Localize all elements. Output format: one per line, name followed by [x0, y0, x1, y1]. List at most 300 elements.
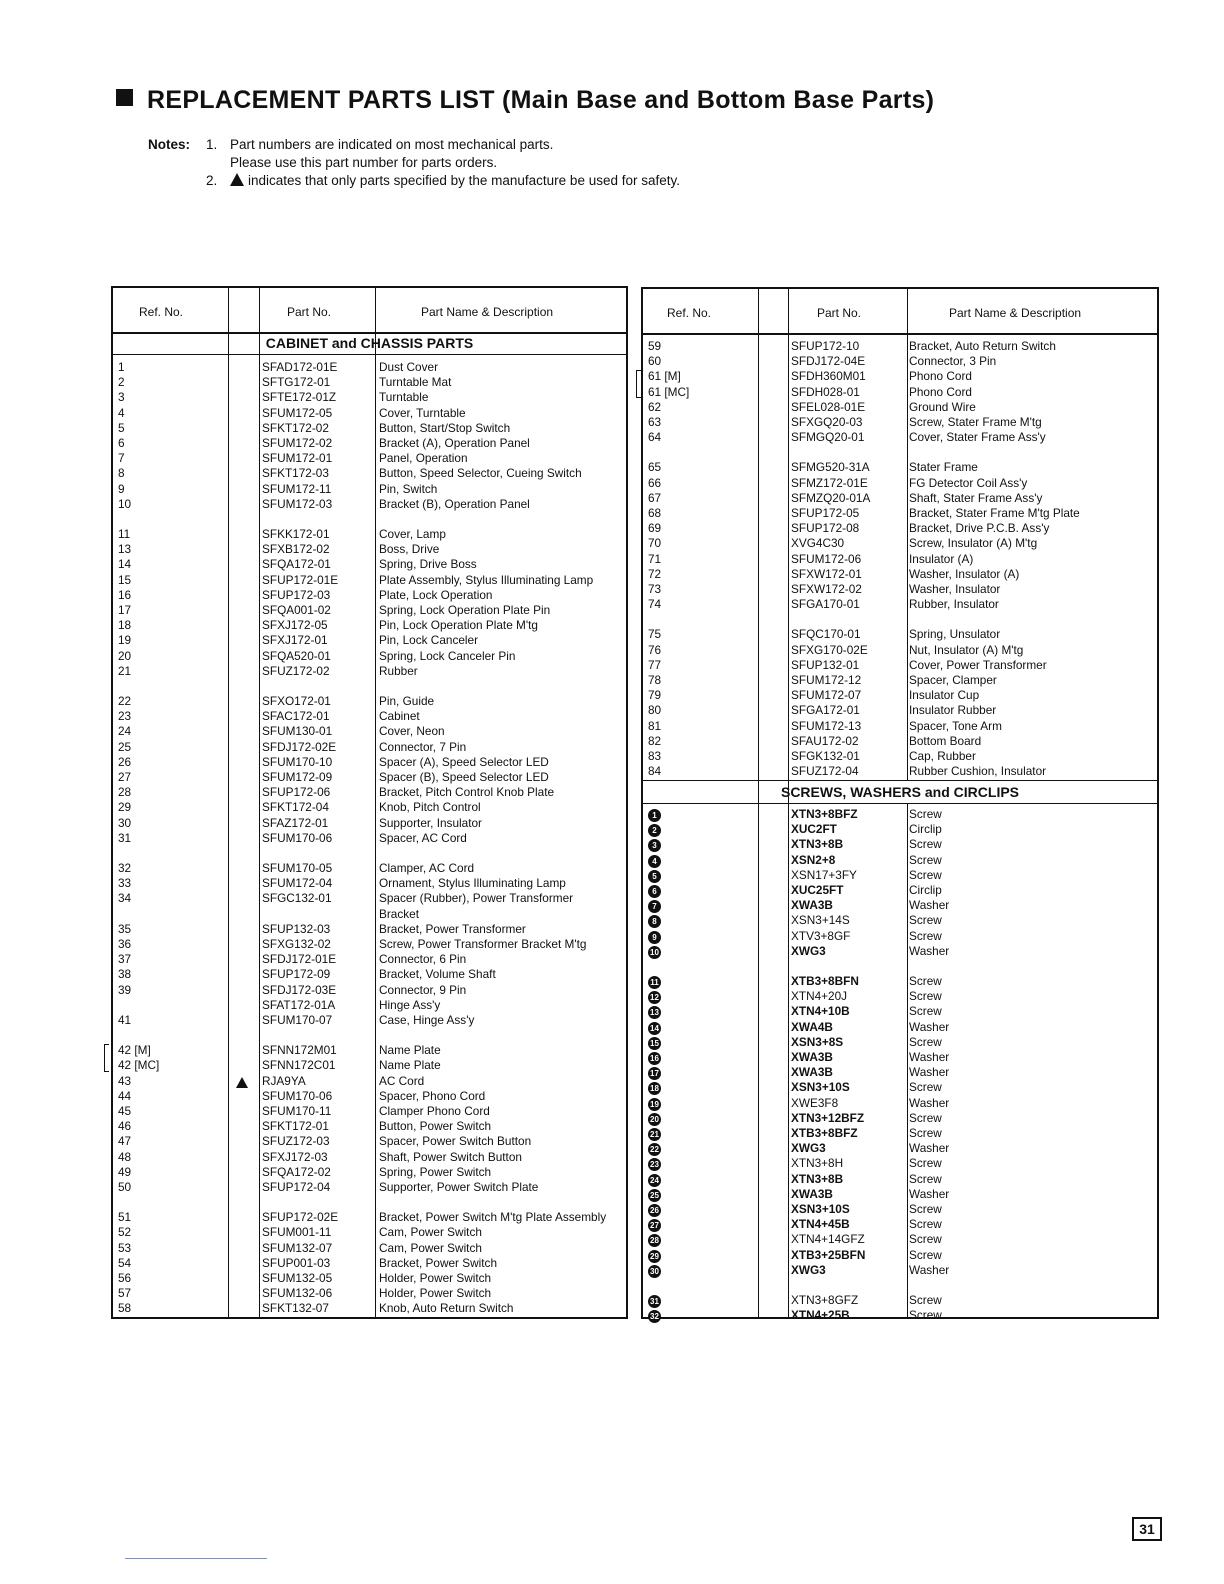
- table-row: [113, 1013, 626, 1028]
- part-description: Nut, Insulator (A) M'tg: [909, 642, 1024, 657]
- part-number: SFDH360M01: [791, 369, 866, 384]
- part-number: XTN3+8H: [791, 1156, 844, 1171]
- part-number: SFXG132-02: [262, 937, 331, 951]
- section-title-cabinet: CABINET and CHASSIS PARTS: [113, 332, 626, 355]
- ref-number: 14: [118, 557, 132, 572]
- table-row: [113, 1225, 626, 1240]
- part-number: XTN3+8BFZ: [791, 807, 858, 821]
- ref-circle-icon: 9: [648, 931, 661, 944]
- part-number: SFEL028-01E: [791, 399, 866, 414]
- ref-number: 72: [648, 566, 662, 581]
- ref-circle-icon: 14: [648, 1022, 661, 1035]
- part-description: Insulator Cup: [909, 688, 980, 703]
- table-row: [643, 837, 1157, 852]
- part-description: Connector, 9 Pin: [379, 982, 467, 997]
- table-row: [113, 816, 626, 831]
- part-number: SFAD172-01E: [262, 360, 338, 374]
- table-row: [113, 375, 626, 390]
- table-row: [643, 1232, 1157, 1247]
- table-row: [113, 497, 626, 512]
- ref-circle-icon: 3: [648, 839, 661, 852]
- ref-number: 29: [118, 800, 132, 815]
- part-number: XTN3+12BFZ: [791, 1110, 865, 1125]
- part-number: SFUM172-03: [262, 496, 333, 511]
- ref-number: [648, 853, 661, 868]
- part-number: XTN3+8GFZ: [791, 1293, 859, 1307]
- part-description: Knob, Pitch Control: [379, 800, 481, 815]
- part-description: Spacer (A), Speed Selector LED: [379, 754, 549, 769]
- part-description: Bracket, Volume Shaft: [379, 967, 496, 982]
- part-number: XWA3B: [791, 1065, 833, 1080]
- part-description: Washer: [909, 1262, 950, 1277]
- part-description: Ground Wire: [909, 399, 976, 414]
- table-row: [113, 709, 626, 724]
- ref-number: 15: [118, 572, 132, 587]
- part-number: SFDH028-01: [791, 384, 860, 399]
- table-row: [643, 1308, 1157, 1323]
- ref-number: [648, 1248, 661, 1263]
- ref-number: 67: [648, 490, 662, 505]
- table-row: [643, 400, 1157, 415]
- ref-number: 41: [118, 1013, 132, 1027]
- part-description: Button, Power Switch: [379, 1119, 492, 1134]
- table-row: [643, 749, 1157, 764]
- ref-number: 28: [118, 785, 132, 800]
- table-header: [643, 289, 1157, 335]
- part-number: XWG3: [791, 1262, 826, 1277]
- part-description: Insulator (A): [909, 551, 974, 566]
- table-row: [643, 385, 1157, 400]
- section-title-screws: SCREWS, WASHERS and CIRCLIPS: [643, 780, 1157, 804]
- ref-number: 38: [118, 967, 132, 982]
- table-row: [643, 703, 1157, 718]
- part-number: SFUP172-08: [791, 521, 860, 536]
- part-number: SFUM172-06: [791, 551, 862, 566]
- table-row: [643, 764, 1157, 779]
- table-header: [113, 288, 626, 334]
- part-description: Screw: [909, 1247, 942, 1262]
- ref-number: [648, 1263, 661, 1278]
- part-number: SFDJ172-01E: [262, 952, 337, 967]
- part-number: SFUM172-04: [262, 876, 333, 891]
- part-description: Screw: [909, 1171, 942, 1186]
- ref-number: 80: [648, 703, 662, 718]
- ref-circle-icon: 8: [648, 915, 661, 928]
- table-row: [113, 618, 626, 633]
- ref-number: 34: [118, 891, 132, 906]
- part-description: Spring, Lock Canceler Pin: [379, 648, 516, 663]
- table-row: [643, 1050, 1157, 1065]
- ref-number: 27: [118, 770, 132, 784]
- part-number: SFUM001-11: [262, 1225, 332, 1240]
- ref-number: 23: [118, 709, 132, 724]
- ref-number: 44: [118, 1088, 132, 1103]
- ref-number: 45: [118, 1104, 132, 1118]
- part-number: XSN3+14S: [791, 913, 850, 928]
- part-description: Pin, Lock Operation Plate M'tg: [379, 618, 538, 633]
- part-number: SFMZQ20-01A: [791, 490, 871, 505]
- ref-number: 57: [118, 1286, 132, 1301]
- page-number: 31: [1132, 1517, 1162, 1541]
- ref-number: 42 [M]: [118, 1043, 151, 1058]
- part-description: Washer: [909, 1095, 950, 1110]
- table-row: [113, 466, 626, 481]
- table-row: [113, 952, 626, 967]
- part-description: Screw: [909, 1110, 942, 1125]
- part-description: Spacer (B), Speed Selector LED: [379, 770, 549, 784]
- ref-number: 81: [648, 718, 662, 733]
- table-row: [113, 1301, 626, 1316]
- part-description: Screw: [909, 1156, 942, 1171]
- part-number: SFXJ172-01: [262, 633, 328, 648]
- table-row: [643, 1293, 1157, 1308]
- part-number: SFAZ172-01: [262, 815, 329, 830]
- ref-circle-icon: 15: [648, 1037, 661, 1050]
- table-row: [643, 1263, 1157, 1278]
- ref-number: 62: [648, 399, 662, 414]
- part-description: Washer: [909, 1141, 950, 1156]
- part-description: Screw: [909, 1202, 942, 1216]
- part-description: Cover, Stater Frame Ass'y: [909, 430, 1046, 445]
- part-description: Dust Cover: [379, 360, 439, 374]
- part-number: SFKT132-07: [262, 1301, 329, 1316]
- part-number: XTB3+25BFN: [791, 1247, 866, 1262]
- ref-number: 22: [118, 694, 132, 708]
- part-description: Rubber, Insulator: [909, 597, 999, 612]
- part-number: SFKT172-01: [262, 1119, 329, 1134]
- ref-number: [648, 822, 661, 837]
- table-row: [113, 1089, 626, 1104]
- table-row: [113, 451, 626, 466]
- part-description: Pin, Switch: [379, 481, 438, 496]
- variant-bracket: [104, 1044, 109, 1072]
- table-row: [643, 658, 1157, 673]
- part-description: Bracket, Drive P.C.B. Ass'y: [909, 521, 1050, 536]
- part-number: XWG3: [791, 943, 826, 958]
- ref-number: [648, 989, 661, 1004]
- parts-table-right: [641, 287, 1159, 1323]
- ref-number: [648, 974, 661, 989]
- table-row: [113, 1241, 626, 1256]
- ref-number: 66: [648, 475, 662, 490]
- table-row: [113, 785, 626, 800]
- table-row: [643, 944, 1157, 959]
- part-description: Supporter, Power Switch Plate: [379, 1180, 539, 1194]
- ref-number: 54: [118, 1255, 132, 1270]
- part-description: Holder, Power Switch: [379, 1271, 492, 1285]
- ref-circle-icon: 5: [648, 870, 661, 883]
- ref-number: 39: [118, 982, 132, 997]
- table-row: [643, 491, 1157, 506]
- table-row: [643, 1202, 1157, 1217]
- part-number: XTN4+45B: [791, 1217, 850, 1232]
- ref-circle-icon: 28: [648, 1234, 661, 1247]
- part-description: Button, Speed Selector, Cueing Switch: [379, 466, 582, 481]
- part-number: XTV3+8GF: [791, 928, 851, 943]
- part-description: Bracket (B), Operation Panel: [379, 496, 530, 511]
- part-number: SFUM170-10: [262, 754, 333, 769]
- part-description: Plate, Lock Operation: [379, 587, 493, 602]
- ref-number: 71: [648, 551, 662, 566]
- ref-number: 61 [MC]: [648, 384, 690, 399]
- part-description: Connector, 3 Pin: [909, 354, 997, 369]
- table-row: [643, 719, 1157, 734]
- table-row: [643, 1080, 1157, 1095]
- ref-number: [648, 1111, 661, 1126]
- table-row: [113, 724, 626, 739]
- ref-circle-icon: 13: [648, 1006, 661, 1019]
- table-row: [643, 1096, 1157, 1111]
- part-number: SFQC170-01: [791, 627, 861, 642]
- part-description: Spacer (Rubber), Power Transformer: [379, 891, 574, 906]
- part-description: Screw: [909, 974, 942, 988]
- part-number: XWA3B: [791, 1186, 833, 1201]
- table-row: [113, 907, 626, 922]
- part-description: Clamper, AC Cord: [379, 861, 475, 875]
- table-row: [643, 597, 1157, 612]
- note-1-line-2: Please use this part number for parts orders.: [230, 155, 498, 170]
- part-number: SFQA172-01: [262, 557, 331, 572]
- part-number: SFUZ172-04: [791, 764, 859, 779]
- header-desc: Part Name & Description: [949, 306, 1082, 320]
- ref-number: 49: [118, 1164, 132, 1179]
- table-row: [113, 390, 626, 405]
- part-description: Bracket, Power Transformer: [379, 921, 526, 936]
- ref-circle-icon: 17: [648, 1067, 661, 1080]
- ref-number: 1: [118, 360, 125, 374]
- table-row: [643, 853, 1157, 868]
- part-description: Boss, Drive: [379, 542, 440, 557]
- part-description: Washer: [909, 898, 950, 913]
- part-number: SFUM170-06: [262, 1088, 333, 1103]
- part-number: XTN3+8B: [791, 837, 844, 852]
- ref-number: 59: [648, 339, 662, 353]
- part-description: Insulator Rubber: [909, 703, 997, 718]
- part-description: Holder, Power Switch: [379, 1286, 492, 1301]
- part-number: XSN2+8: [791, 852, 836, 867]
- part-description: Screw: [909, 928, 942, 943]
- table-row: [113, 694, 626, 709]
- part-number: SFUM172-09: [262, 770, 333, 784]
- part-description: Cover, Turntable: [379, 405, 466, 420]
- table-row: [113, 1134, 626, 1149]
- part-number: SFXB172-02: [262, 542, 330, 557]
- table-row: [643, 339, 1157, 354]
- ref-number: [648, 1172, 661, 1187]
- part-number: XTN4+14GFZ: [791, 1232, 865, 1247]
- ref-circle-icon: 20: [648, 1113, 661, 1126]
- table-row: [643, 1065, 1157, 1080]
- table-row: [113, 1271, 626, 1286]
- part-number: SFAC172-01: [262, 709, 330, 724]
- part-description: Spacer, Phono Cord: [379, 1088, 486, 1103]
- part-number: SFUM172-13: [791, 718, 862, 733]
- ref-number: 36: [118, 937, 132, 951]
- part-description: Plate Assembly, Stylus Illuminating Lamp: [379, 572, 594, 587]
- part-description: Spacer, Clamper: [909, 673, 997, 687]
- ref-number: [648, 883, 661, 898]
- part-number: SFTE172-01Z: [262, 390, 337, 405]
- table-row: [113, 800, 626, 815]
- part-description: FG Detector Coil Ass'y: [909, 475, 1028, 490]
- part-description: Button, Start/Stop Switch: [379, 420, 511, 435]
- part-description: Bottom Board: [909, 733, 982, 748]
- part-number: SFUM172-12: [791, 673, 862, 687]
- ref-number: [648, 944, 661, 959]
- part-description: Spacer, Power Switch Button: [379, 1134, 532, 1149]
- part-number: SFKT172-03: [262, 466, 329, 481]
- table-row: [643, 536, 1157, 551]
- part-description: Clamper Phono Cord: [379, 1104, 490, 1118]
- ref-number: 65: [648, 460, 662, 475]
- table-row: [113, 573, 626, 588]
- part-number: SFUP001-03: [262, 1255, 331, 1270]
- part-number: SFUZ172-02: [262, 663, 330, 678]
- part-description: Screw, Stater Frame M'tg: [909, 415, 1042, 429]
- ref-number: 33: [118, 876, 132, 891]
- part-number: SFUP172-02E: [262, 1210, 339, 1225]
- table-row: [113, 1256, 626, 1271]
- ref-number: 52: [118, 1225, 132, 1240]
- table-row: [643, 883, 1157, 898]
- ref-number: [648, 1050, 661, 1065]
- part-description: Screw: [909, 852, 942, 867]
- ref-circle-icon: 26: [648, 1204, 661, 1217]
- footer-line: [125, 1558, 267, 1559]
- note-2: 2. indicates that only parts specified by the manufacture be used for safety.: [206, 173, 680, 188]
- part-number: SFGC132-01: [262, 891, 332, 906]
- part-description: Spring, Drive Boss: [379, 557, 477, 572]
- part-description: Turntable Mat: [379, 375, 452, 390]
- ref-number: [648, 868, 661, 883]
- table-row: [643, 1141, 1157, 1156]
- part-number: SFUP172-09: [262, 967, 331, 982]
- part-description: Screw: [909, 807, 942, 821]
- part-number: SFUM172-05: [262, 405, 333, 420]
- ref-number: 64: [648, 430, 662, 445]
- part-description: Spacer, AC Cord: [379, 830, 467, 845]
- part-number: SFXW172-01: [791, 566, 862, 581]
- safety-warning-icon: [230, 173, 244, 186]
- part-description: Screw: [909, 1126, 942, 1140]
- header-ref: Ref. No.: [667, 306, 712, 320]
- ref-number: [648, 1217, 661, 1232]
- table-row: [113, 755, 626, 770]
- ref-number: [648, 1308, 661, 1323]
- part-description: AC Cord: [379, 1073, 425, 1088]
- part-description: Screw: [909, 1232, 942, 1247]
- part-description: Cabinet: [379, 709, 420, 724]
- ref-circle-icon: 6: [648, 885, 661, 898]
- ref-number: [648, 1126, 661, 1141]
- part-number: XWA3B: [791, 1050, 833, 1064]
- part-number: SFXJ172-03: [262, 1149, 328, 1164]
- header-ref: Ref. No.: [139, 305, 184, 319]
- table-row: [113, 876, 626, 891]
- part-number: SFUM170-05: [262, 861, 333, 875]
- part-number: XWG3: [791, 1141, 826, 1156]
- part-description: Bracket, Stater Frame M'tg Plate: [909, 506, 1080, 520]
- part-number: XTN4+10B: [791, 1004, 850, 1019]
- ref-number: 10: [118, 496, 132, 511]
- part-number: XTB3+8BFN: [791, 974, 859, 988]
- part-description: Washer, Insulator: [909, 582, 1001, 596]
- part-description: Name Plate: [379, 1043, 441, 1058]
- ref-number: [648, 1202, 661, 1217]
- part-description: Bracket (A), Operation Panel: [379, 436, 530, 450]
- table-row: [643, 567, 1157, 582]
- ref-number: [648, 837, 661, 852]
- part-number: SFUM172-01: [262, 451, 333, 466]
- header-part: Part No.: [287, 305, 332, 319]
- ref-number: 4: [118, 405, 125, 420]
- part-description: Screw, Power Transformer Bracket M'tg: [379, 937, 587, 951]
- ref-circle-icon: 12: [648, 991, 661, 1004]
- ref-circle-icon: 23: [648, 1158, 661, 1171]
- part-description: Phono Cord: [909, 369, 972, 384]
- table-row: [643, 688, 1157, 703]
- ref-circle-icon: 21: [648, 1128, 661, 1141]
- ref-number: 61 [M]: [648, 369, 681, 384]
- table-row: [113, 1150, 626, 1165]
- part-number: SFUM132-06: [262, 1286, 333, 1301]
- ref-number: 46: [118, 1119, 132, 1134]
- ref-number: 13: [118, 542, 132, 557]
- table-row: [643, 460, 1157, 475]
- part-number: SFUM170-06: [262, 830, 333, 845]
- parts-table-left: [111, 286, 628, 1319]
- header-part: Part No.: [817, 306, 862, 320]
- ref-number: [648, 1020, 661, 1035]
- table-row: [643, 582, 1157, 597]
- part-number: XUC25FT: [791, 883, 844, 897]
- table-row: [643, 929, 1157, 944]
- ref-circle-icon: 4: [648, 855, 661, 868]
- ref-number: 58: [118, 1301, 132, 1316]
- table-row: [113, 557, 626, 572]
- ref-number: [648, 1141, 661, 1156]
- part-number: SFUP132-01: [791, 657, 860, 672]
- ref-number: [648, 807, 661, 822]
- part-description: Washer: [909, 1186, 950, 1201]
- table-row: [113, 891, 626, 906]
- part-number: XUC2FT: [791, 822, 837, 837]
- part-number: SFXW172-02: [791, 582, 862, 596]
- part-description: Cam, Power Switch: [379, 1225, 482, 1240]
- part-description: Spring, Lock Operation Plate Pin: [379, 603, 551, 617]
- ref-number: 79: [648, 688, 662, 703]
- part-description: Name Plate: [379, 1058, 441, 1073]
- part-description: Shaft, Power Switch Button: [379, 1149, 522, 1164]
- ref-number: 78: [648, 673, 662, 687]
- table-row: [113, 922, 626, 937]
- table-row: [643, 734, 1157, 749]
- part-number: SFKT172-02: [262, 420, 329, 435]
- table-row: [113, 770, 626, 785]
- part-description: Shaft, Stater Frame Ass'y: [909, 490, 1043, 505]
- page-title: REPLACEMENT PARTS LIST (Main Base and Bottom Base Parts): [116, 86, 934, 115]
- ref-number: 19: [118, 633, 132, 648]
- ref-number: 9: [118, 481, 125, 496]
- table-row: [643, 643, 1157, 658]
- ref-number: 48: [118, 1149, 132, 1164]
- part-number: SFGA172-01: [791, 703, 860, 718]
- part-number: SFAT172-01A: [262, 997, 336, 1012]
- ref-circle-icon: 18: [648, 1082, 661, 1095]
- ref-number: 30: [118, 815, 132, 830]
- part-number: SFDJ172-04E: [791, 354, 866, 369]
- part-number: SFUM132-07: [262, 1240, 333, 1255]
